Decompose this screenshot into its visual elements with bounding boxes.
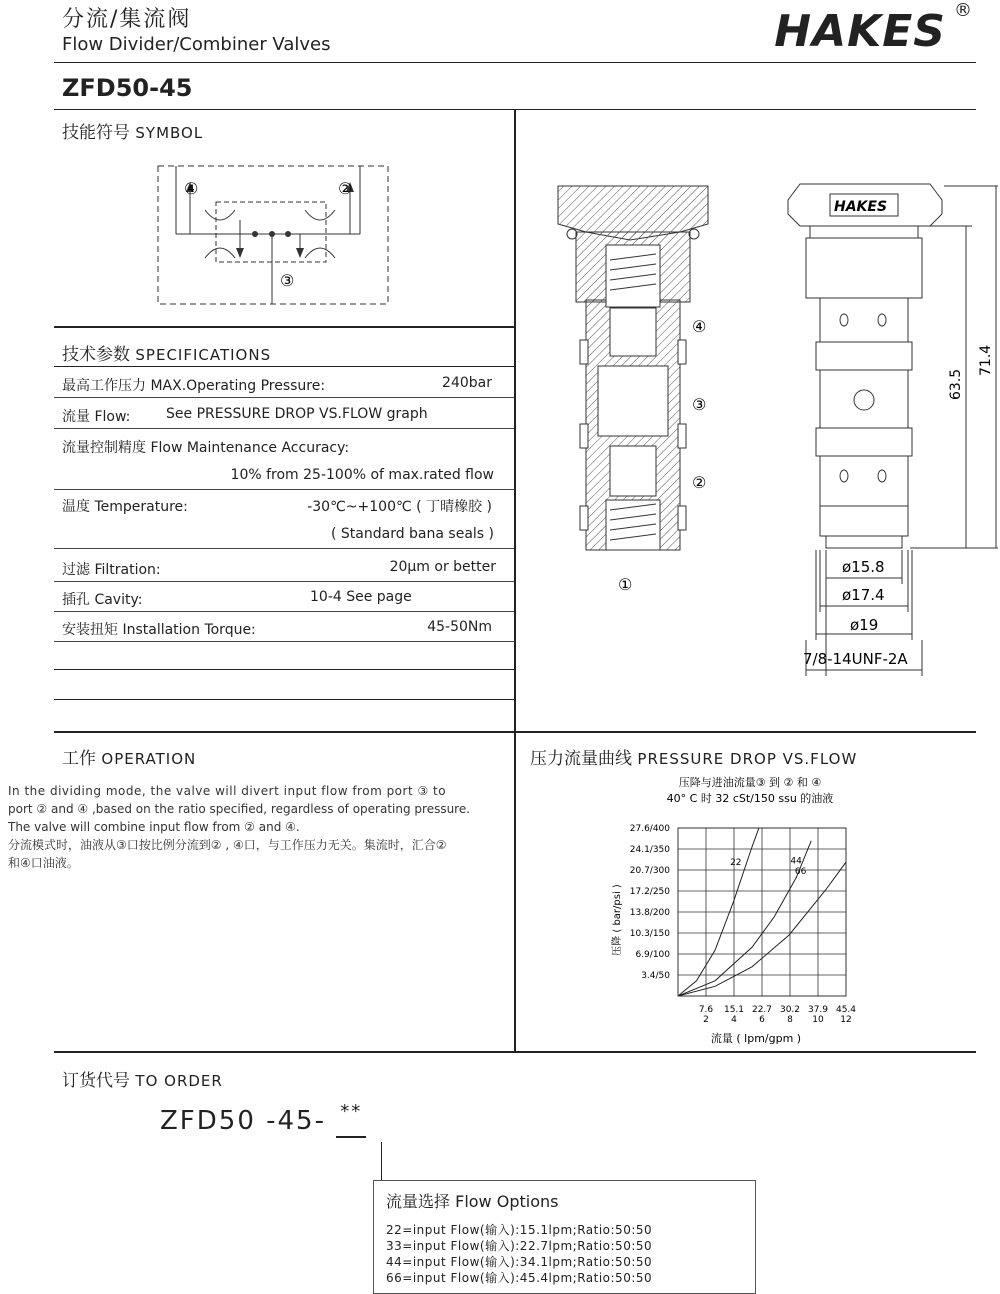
callout-port-3: ③ bbox=[692, 395, 707, 414]
header-rule bbox=[54, 62, 976, 63]
callout-port-1: ① bbox=[618, 575, 633, 594]
x-tick-top: 30.2 bbox=[779, 1005, 801, 1015]
order-leader bbox=[381, 1142, 382, 1180]
y-tick-label: 24.1/350 bbox=[629, 845, 670, 855]
y-tick-label: 3.4/50 bbox=[641, 971, 670, 981]
port-4-label: ④ bbox=[184, 179, 199, 198]
middle-rule bbox=[54, 731, 976, 733]
chart-title: 压降与进油流量③ 到 ② 和 ④ bbox=[678, 776, 822, 789]
operation-line-2: port ② and ④ ,based on the ratio specified, regardless of operating pressure. bbox=[8, 802, 471, 816]
x-tick-bottom: 2 bbox=[703, 1015, 709, 1025]
series-label-66: 66 bbox=[794, 867, 807, 878]
chart-subtitle: 40° C 时 32 cSt/150 ssu 的油液 bbox=[666, 792, 834, 805]
cross-section-view bbox=[558, 186, 708, 550]
operation-line-3: The valve will combine input flow from ② and ④. bbox=[8, 820, 300, 834]
flow-options-title: 流量选择 Flow Options bbox=[386, 1192, 559, 1211]
model-number: ZFD50-45 bbox=[62, 74, 193, 102]
column-divider bbox=[514, 110, 516, 1052]
y-tick-label: 13.8/200 bbox=[629, 908, 670, 918]
operation-description bbox=[8, 782, 488, 872]
port-3-label: ③ bbox=[280, 271, 295, 290]
flow-option-33: 33=input Flow(输入):22.7lpm;Ratio:50:50 bbox=[386, 1239, 653, 1253]
order-code-suffix: ** bbox=[336, 1101, 366, 1138]
x-tick-top: 7.6 bbox=[698, 1005, 714, 1015]
flow-option-22: 22=input Flow(输入):15.1lpm;Ratio:50:50 bbox=[386, 1223, 653, 1237]
chart-ylabel: 压降 ( bar/psi ) bbox=[612, 884, 623, 956]
x-tick-top: 22.7 bbox=[751, 1005, 773, 1015]
thread-spec: 7/8-14UNF-2A bbox=[803, 650, 908, 668]
x-tick-bottom: 6 bbox=[759, 1015, 765, 1025]
flow-option-44: 44=input Flow(输入):34.1lpm;Ratio:50:50 bbox=[386, 1255, 653, 1269]
y-tick-label: 10.3/150 bbox=[629, 929, 670, 939]
pressure-flow-chart bbox=[600, 770, 900, 1050]
x-tick-bottom: 4 bbox=[731, 1015, 737, 1025]
spec-row-seals: ( Standard bana seals ) bbox=[54, 518, 514, 549]
x-tick-bottom: 12 bbox=[840, 1015, 852, 1025]
operation-line-5: 和④口油液。 bbox=[8, 856, 79, 870]
port-2-label: ② bbox=[338, 179, 353, 198]
order-heading: 订货代号 TO ORDER bbox=[62, 1071, 223, 1091]
spec-blank-rule-1 bbox=[54, 669, 514, 670]
valve-drawings bbox=[520, 170, 998, 690]
y-tick-label: 27.6/400 bbox=[629, 824, 670, 834]
chart-xlabel: 流量 ( lpm/gpm ) bbox=[710, 1032, 802, 1045]
spec-row-flow: 流量 Flow: See PRESSURE DROP VS.FLOW graph bbox=[54, 398, 514, 429]
registered-mark: ® bbox=[954, 0, 972, 21]
operation-heading: 工作 OPERATION bbox=[62, 749, 197, 769]
y-tick-label: 20.7/300 bbox=[629, 866, 670, 876]
x-tick-bottom: 8 bbox=[787, 1015, 793, 1025]
x-tick-top: 15.1 bbox=[723, 1005, 745, 1015]
dim-dia-19: ø19 bbox=[850, 616, 879, 634]
spec-row-torque: 安装扭矩 Installation Torque: 45-50Nm bbox=[54, 611, 514, 642]
dim-71-4: 71.4 bbox=[978, 344, 994, 376]
spec-row-cavity: 插孔 Cavity: 10-4 See page bbox=[54, 581, 514, 612]
title-english: Flow Divider/Combiner Valves bbox=[62, 34, 331, 55]
hydraulic-symbol bbox=[150, 160, 400, 310]
order-code-base: ZFD50 -45- bbox=[160, 1106, 326, 1136]
y-tick-label: 6.9/100 bbox=[635, 950, 670, 960]
spec-row-pressure: 最高工作压力 MAX.Operating Pressure: 240bar bbox=[54, 367, 514, 398]
specs-heading: 技术参数 SPECIFICATIONS bbox=[62, 345, 272, 365]
spec-row-accuracy-value: 10% from 25-100% of max.rated flow bbox=[54, 459, 514, 490]
exterior-view bbox=[788, 184, 942, 548]
brand-logo: HAKES bbox=[774, 6, 946, 57]
bottom-rule bbox=[54, 1051, 976, 1053]
order-code bbox=[160, 1101, 366, 1150]
operation-line-4: 分流模式时，油液从③口按比例分流到② , ④口，与工作压力无关。集流时，汇合② bbox=[8, 838, 447, 852]
symbol-heading: 技能符号 SYMBOL bbox=[62, 123, 204, 143]
dim-dia-17-4: ø17.4 bbox=[842, 586, 885, 604]
spec-blank-rule-2 bbox=[54, 699, 514, 700]
graph-heading: 压力流量曲线 PRESSURE DROP VS.FLOW bbox=[530, 749, 858, 769]
title-chinese: 分流/集流阀 bbox=[62, 7, 192, 32]
callout-port-4: ④ bbox=[692, 317, 707, 336]
operation-line-1: In the dividing mode, the valve will divert input flow from port ③ to bbox=[8, 784, 447, 798]
symbol-rule bbox=[54, 326, 514, 328]
series-label-22: 22 bbox=[730, 858, 742, 869]
x-tick-top: 45.4 bbox=[835, 1005, 857, 1015]
flow-option-66: 66=input Flow(输入):45.4lpm;Ratio:50:50 bbox=[386, 1271, 653, 1285]
x-tick-bottom: 10 bbox=[812, 1015, 824, 1025]
body-badge: HAKES bbox=[834, 199, 888, 215]
dim-63-5: 63.5 bbox=[948, 368, 964, 400]
spec-row-filtration: 过滤 Filtration: 20μm or better bbox=[54, 551, 514, 582]
spec-row-temperature: 温度 Temperature: -30℃~+100℃ ( 丁晴橡胶 ) bbox=[62, 499, 492, 515]
y-tick-label: 17.2/250 bbox=[629, 887, 670, 897]
dim-dia-15-8: ø15.8 bbox=[842, 558, 885, 576]
spec-row-accuracy: 流量控制精度 Flow Maintenance Accuracy: bbox=[62, 440, 350, 456]
callout-port-2: ② bbox=[692, 473, 707, 492]
x-tick-top: 37.9 bbox=[807, 1005, 829, 1015]
series-line-22 bbox=[678, 820, 762, 997]
flow-options-box bbox=[373, 1180, 756, 1294]
series-label-44: 44 bbox=[790, 856, 802, 867]
